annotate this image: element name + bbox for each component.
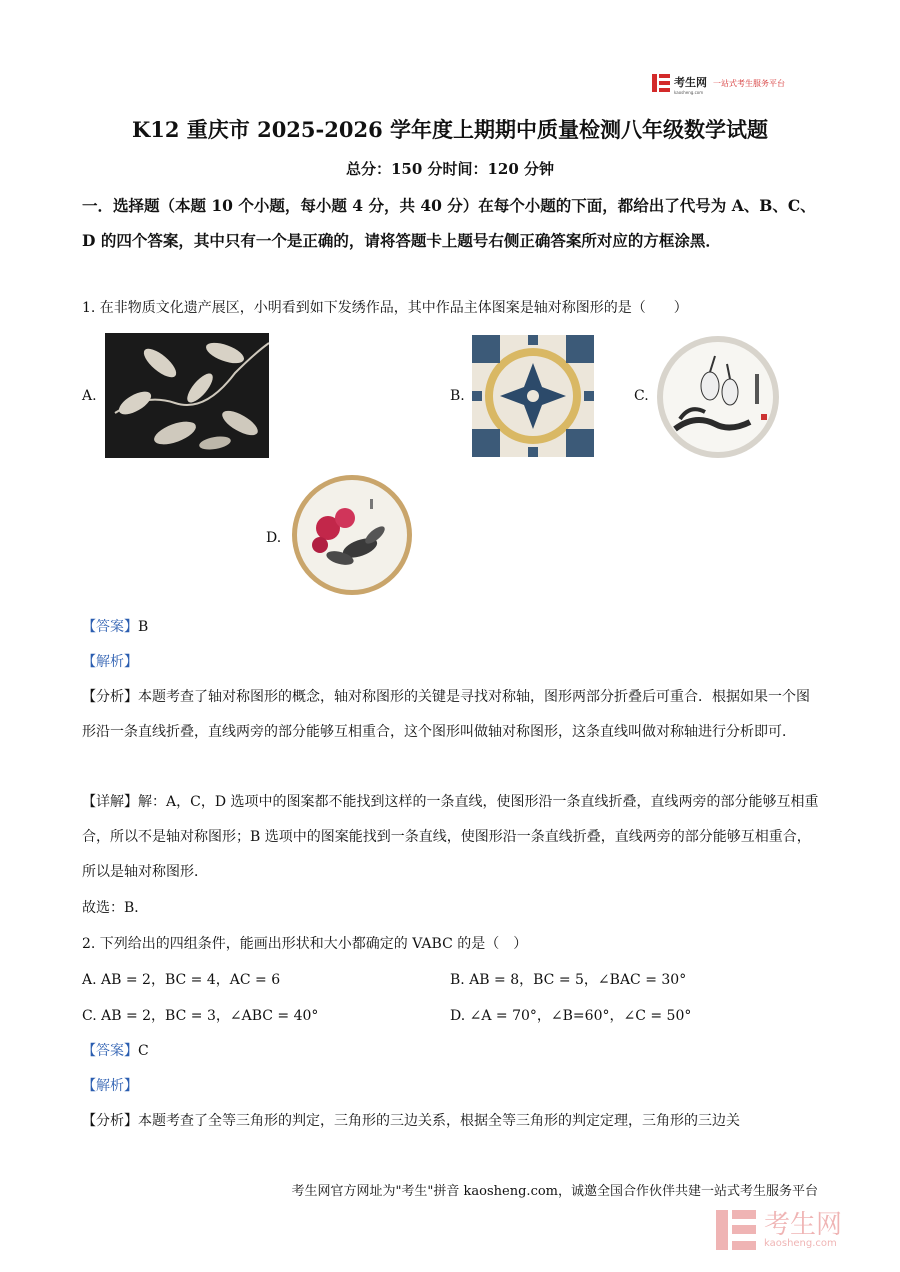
option-c-crane-plate-image — [655, 334, 781, 460]
section-heading: 一．选择题（本题 10 个小题，每小题 4 分，共 40 分）在每个小题的下面，都给出了代号为 A、B、C、D 的四个答案，其中只有一个是正确的，请将答题卡上题号右侧正确答案所对应的方框涂黑． — [82, 196, 816, 250]
q1-fenxi: 本题考查了轴对称图形的概念，轴对称图形的关键是寻找对称轴，图形两部分折叠后可重合．根据如果一个图形沿一条直线折叠，直线两旁的部分能够互相重合，这个图形叫做轴对称图形，这条直线叫做对称轴进行分析即可． — [82, 689, 810, 740]
q1-fenxi-paragraph — [82, 680, 822, 750]
q2-answer-label: 【答案】 — [82, 1043, 138, 1059]
q1-xiangjie: 解：A，C，D 选项中的图案都不能找到这样的一条直线，使图形沿一条直线折叠，直线两旁的部分能够互相重合，所以不是轴对称图形；B 选项中的图案能找到一条直线，使图形沿一条直线折叠，直线两旁的部分能够互相重合，所以是轴对称图形． — [82, 794, 819, 880]
watermark-domain: kaosheng.com — [764, 1237, 837, 1249]
q2-answer-line — [82, 1041, 149, 1061]
q1-xiangjie-paragraph — [82, 785, 822, 890]
watermark — [716, 1205, 886, 1255]
logo-mark-icon — [652, 74, 670, 92]
question-1-stem: 1. 在非物质文化遗产展区，小明看到如下发绣作品，其中作品主体图案是轴对称图形的是（ ） — [82, 300, 688, 316]
option-d-peony-plate-image — [290, 473, 414, 597]
q2-fenxi-paragraph — [82, 1111, 740, 1131]
option-c-label: C. — [634, 388, 649, 404]
option-d-label: D. — [266, 530, 282, 546]
q1-fenxi-label: 【分析】 — [82, 689, 138, 705]
q2-analysis-label: 【解析】 — [82, 1078, 138, 1094]
question-2-stem: 2. 下列给出的四组条件，能画出形状和大小都确定的 VABC 的是（ ） — [82, 936, 528, 952]
logo-slogan: 一站式考生服务平台 — [713, 78, 785, 88]
q2-option-c: C. AB = 2，BC = 3，∠ABC = 40° — [82, 1008, 319, 1024]
q1-xiangjie-label: 【详解】 — [82, 794, 138, 810]
q1-answer-label: 【答案】 — [82, 619, 138, 635]
option-b-label: B. — [450, 388, 465, 404]
option-b-symmetric-tile-image — [472, 335, 594, 457]
page-title: K12 重庆市 2025-2026 学年度上期期中质量检测八年级数学试题 — [131, 117, 769, 142]
logo-name: 考生网 — [674, 76, 707, 89]
logo-domain: kaosheng.com — [674, 90, 704, 95]
q2-option-b: B. AB = 8，BC = 5，∠BAC = 30° — [450, 972, 687, 988]
brand-logo — [652, 72, 822, 94]
q2-fenxi: 本题考查了全等三角形的判定，三角形的三边关系，根据全等三角形的判定定理，三角形的三边关 — [138, 1113, 740, 1129]
q1-analysis-label: 【解析】 — [82, 654, 138, 670]
exam-info: 总分：150 分时间：120 分钟 — [345, 160, 555, 178]
page-footer: 考生网官方网址为"考生"拼音 kaosheng.com，诚邀全国合作伙伴共建一站式考生服务平台 — [291, 1184, 818, 1199]
watermark-logo-icon — [716, 1210, 756, 1250]
q1-choice: 故选：B． — [82, 900, 149, 916]
q1-answer-line — [82, 617, 148, 637]
q1-answer: B — [138, 619, 149, 635]
q2-option-d: D. ∠A = 70°，∠B=60°，∠C = 50° — [450, 1008, 692, 1024]
option-a-label: A. — [82, 388, 97, 404]
q2-answer: C — [138, 1043, 149, 1059]
q2-option-a: A. AB = 2，BC = 4，AC = 6 — [82, 972, 281, 988]
watermark-name: 考生网 — [764, 1209, 843, 1240]
option-a-leaf-embroidery-image — [105, 333, 269, 458]
q2-fenxi-label: 【分析】 — [82, 1113, 138, 1129]
